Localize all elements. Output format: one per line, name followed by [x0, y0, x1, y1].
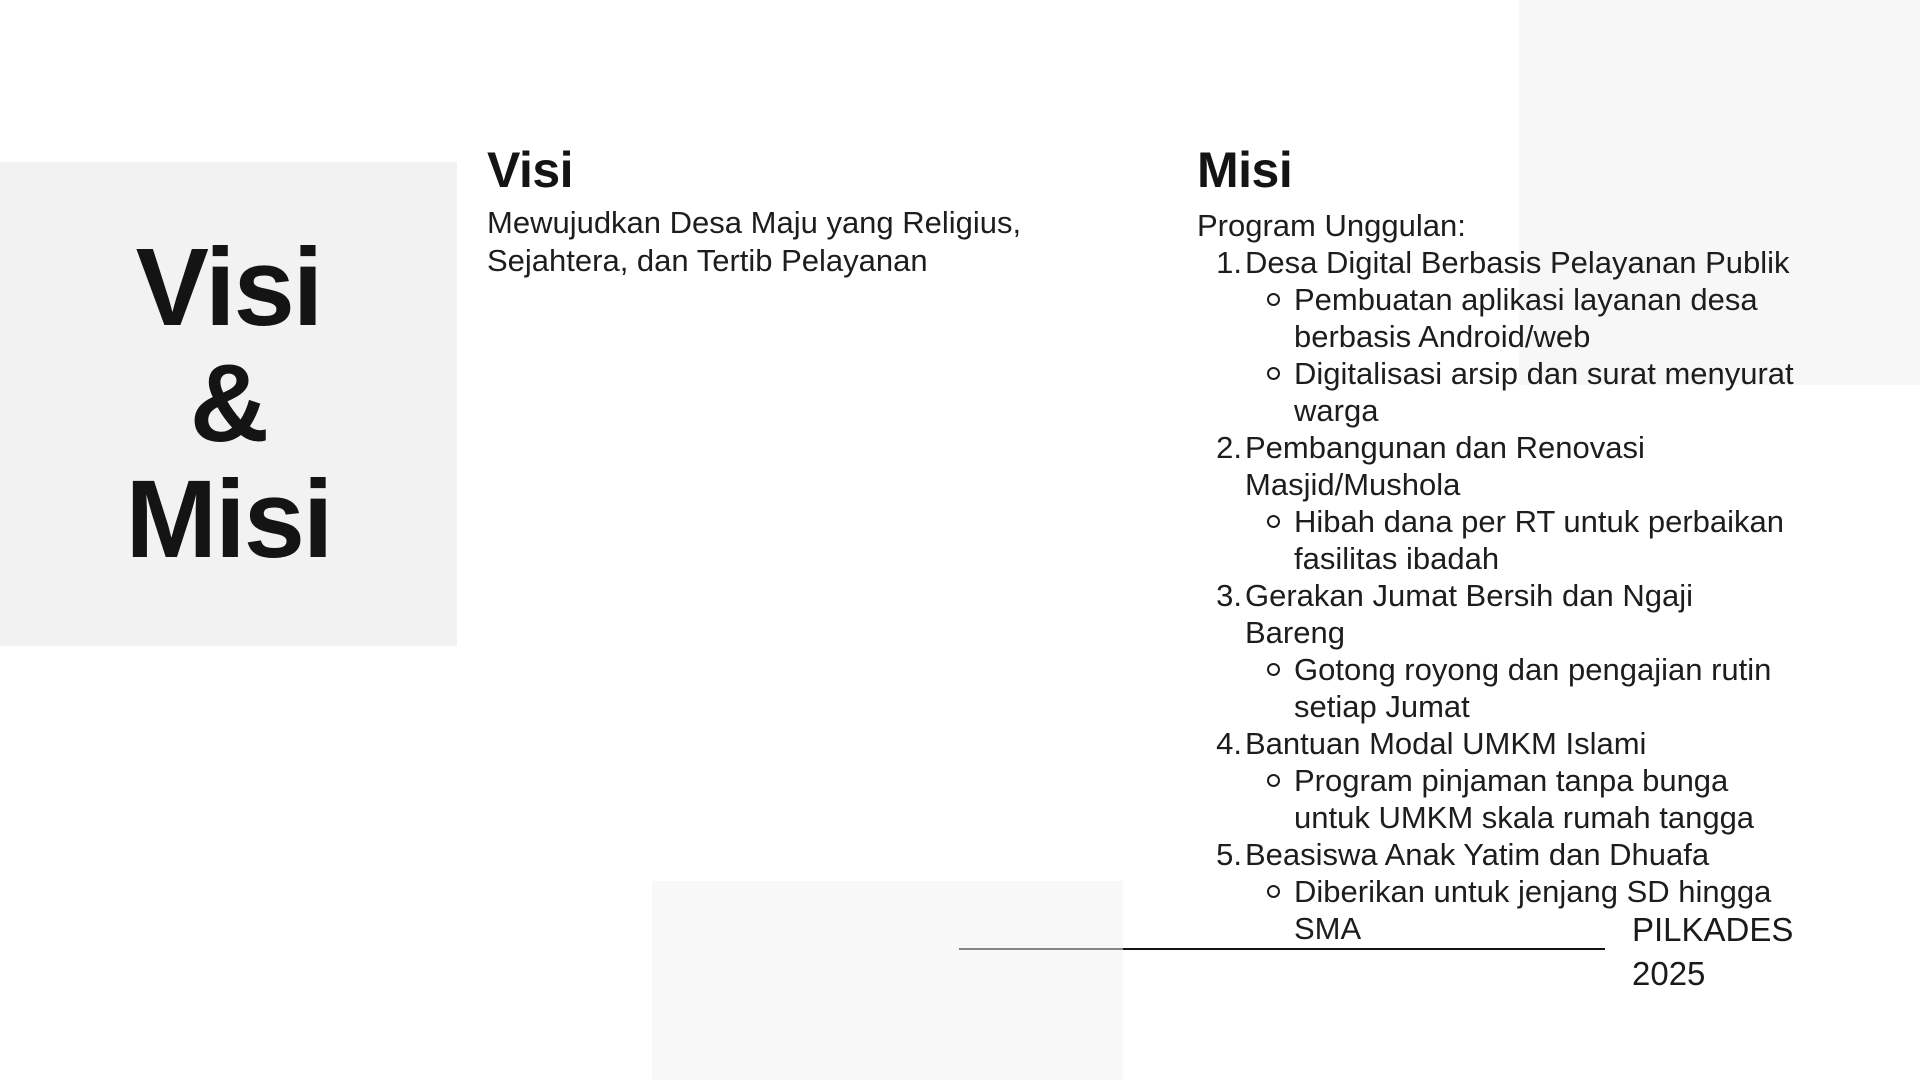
circle-bullet-icon: [1267, 367, 1280, 380]
circle-bullet-icon: [1267, 885, 1280, 898]
program-title-line: Bantuan Modal UMKM Islami: [1245, 726, 1647, 761]
footer-label: [1632, 908, 1793, 996]
circle-bullet-icon: [1267, 774, 1280, 787]
sub-item: [1245, 651, 1797, 725]
misi-section: [1197, 140, 1797, 947]
program-number: 4.: [1216, 726, 1242, 761]
visi-heading: Visi: [487, 142, 574, 198]
program-title: [1245, 836, 1797, 873]
circle-bullet-icon: [1267, 515, 1280, 528]
program-title-line: Masjid/Mushola: [1245, 467, 1461, 502]
sub-item-line: warga: [1294, 393, 1379, 428]
sub-item-line: fasilitas ibadah: [1294, 541, 1500, 576]
sub-item-text: [1294, 281, 1797, 355]
misi-intro: Program Unggulan:: [1197, 208, 1466, 243]
list-item: [1197, 429, 1797, 577]
decor-rect-bottom: [652, 881, 1123, 1080]
footer-label-line-2: 2025: [1632, 955, 1706, 992]
program-title-line: Pembangunan dan Renovasi: [1245, 430, 1645, 465]
misi-program-list: [1197, 244, 1797, 947]
program-number: 2.: [1216, 430, 1242, 465]
program-title-line: Desa Digital Berbasis Pelayanan Publik: [1245, 245, 1790, 280]
sub-item-line: Digitalisasi arsip dan surat menyurat: [1294, 356, 1794, 391]
sub-item: [1245, 355, 1797, 429]
sub-item-text: [1294, 503, 1797, 577]
sub-item-text: [1294, 355, 1797, 429]
program-number: 3.: [1216, 578, 1242, 613]
slide-title-line-2: &: [189, 342, 268, 465]
sub-item-line: untuk UMKM skala rumah tangga: [1294, 800, 1755, 835]
slide-title-line-3: Misi: [125, 458, 332, 581]
sub-item-line: Hibah dana per RT untuk perbaikan: [1294, 504, 1785, 539]
footer-label-line-1: PILKADES: [1632, 911, 1794, 948]
visi-body-line-1: Mewujudkan Desa Maju yang Religius,: [487, 205, 1022, 240]
program-title: [1245, 725, 1797, 762]
sub-item-line: Diberikan untuk jenjang SD hingga: [1294, 874, 1772, 909]
circle-bullet-icon: [1267, 663, 1280, 676]
slide-title: [125, 226, 332, 581]
sub-item-text: [1294, 762, 1797, 836]
sub-item-line: Pembuatan aplikasi layanan desa: [1294, 282, 1758, 317]
program-title-line: Beasiswa Anak Yatim dan Dhuafa: [1245, 837, 1710, 872]
sub-item-line: Program pinjaman tanpa bunga: [1294, 763, 1729, 798]
program-title: [1245, 244, 1797, 281]
sub-item-line: berbasis Android/web: [1294, 319, 1591, 354]
visi-body: [487, 204, 1047, 280]
title-panel: [0, 162, 457, 646]
list-item: [1197, 577, 1797, 725]
sub-item: [1245, 281, 1797, 355]
program-title: [1245, 429, 1797, 503]
program-title-line: Gerakan Jumat Bersih dan Ngaji Bareng: [1245, 578, 1694, 650]
visi-section: [487, 140, 1047, 280]
program-title: [1245, 577, 1797, 651]
list-item: [1197, 725, 1797, 836]
sub-item: [1245, 762, 1797, 836]
program-number: 1.: [1216, 245, 1242, 280]
sub-item-text: [1294, 651, 1797, 725]
sub-item-line: SMA: [1294, 911, 1362, 946]
circle-bullet-icon: [1267, 293, 1280, 306]
sub-item: [1245, 503, 1797, 577]
visi-body-line-2: Sejahtera, dan Tertib Pelayanan: [487, 243, 928, 278]
slide-title-line-1: Visi: [135, 226, 322, 349]
list-item: [1197, 244, 1797, 429]
program-number: 5.: [1216, 837, 1242, 872]
sub-item-line: Gotong royong dan pengajian rutin: [1294, 652, 1772, 687]
misi-heading: Misi: [1197, 142, 1293, 198]
sub-item-line: setiap Jumat: [1294, 689, 1470, 724]
